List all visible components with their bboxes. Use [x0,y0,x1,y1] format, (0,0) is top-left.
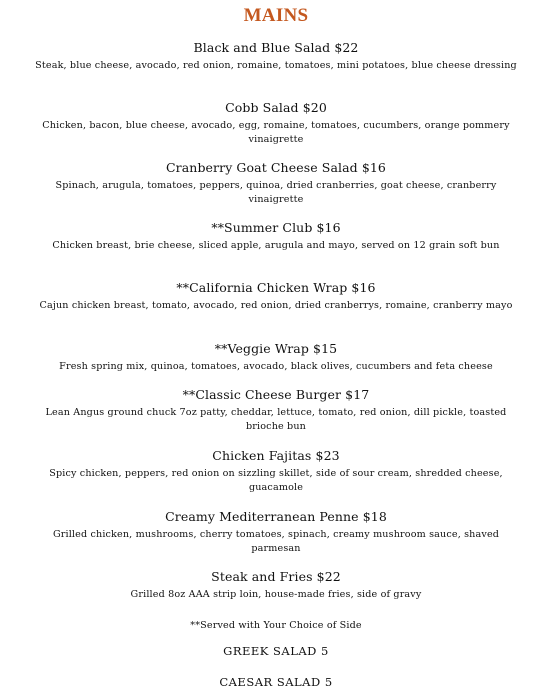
menu-item-name: **Summer Club $16 [211,220,341,235]
menu-item-description: Cajun chicken breast, tomato, avocado, red onion, dried cranberrys, romaine, cranberry mayo [39,300,513,311]
menu-item-name: Cobb Salad $20 [225,100,327,115]
menu-item-name: **Classic Cheese Burger $17 [182,387,370,402]
menu-item-name: **California Chicken Wrap $16 [176,280,376,295]
menu-item-description: Grilled 8oz AAA strip loin, house-made fries, side of gravy [130,589,422,600]
menu-item-description: Spinach, arugula, tomatoes, peppers, quinoa, dried cranberries, goat cheese, cranberry vinaigrette [55,180,497,205]
menu-item-name: **Veggie Wrap $15 [214,341,338,356]
section-title: MAINS [243,5,309,26]
menu-item-description: Grilled chicken, mushrooms, cherry tomatoes, spinach, creamy mushroom sauce, shaved parmesan [52,529,500,554]
menu-item-description: Lean Angus ground chuck 7oz patty, cheddar, lettuce, tomato, red onion, dill pickle, toasted brioche bun [45,407,507,432]
menu-item-name: Creamy Mediterranean Penne $18 [165,509,387,524]
menu-item-name: Cranberry Goat Cheese Salad $16 [166,160,386,175]
side-choice-note: **Served with Your Choice of Side [190,620,362,631]
menu-item-description: Spicy chicken, peppers, red onion on sizzling skillet, side of sour cream, shredded cheese, guacamole [49,468,503,493]
menu-item-name: Steak and Fries $22 [211,569,341,584]
menu-item-name: Chicken Fajitas $23 [212,448,340,463]
menu-item-name: Black and Blue Salad $22 [193,40,359,55]
menu-item-description: Chicken, bacon, blue cheese, avocado, egg, romaine, tomatoes, cucumbers, orange pommery vinaigrette [42,120,510,145]
menu-item-description: Fresh spring mix, quinoa, tomatoes, avocado, black olives, cucumbers and feta cheese [59,361,493,372]
menu-item-description: Steak, blue cheese, avocado, red onion, romaine, tomatoes, mini potatoes, blue cheese dressing [35,60,517,71]
menu-item-description: Chicken breast, brie cheese, sliced apple, arugula and mayo, served on 12 grain soft bun [52,240,500,251]
side-item: CAESAR SALAD 5 [219,675,333,689]
side-item: GREEK SALAD 5 [223,644,329,658]
